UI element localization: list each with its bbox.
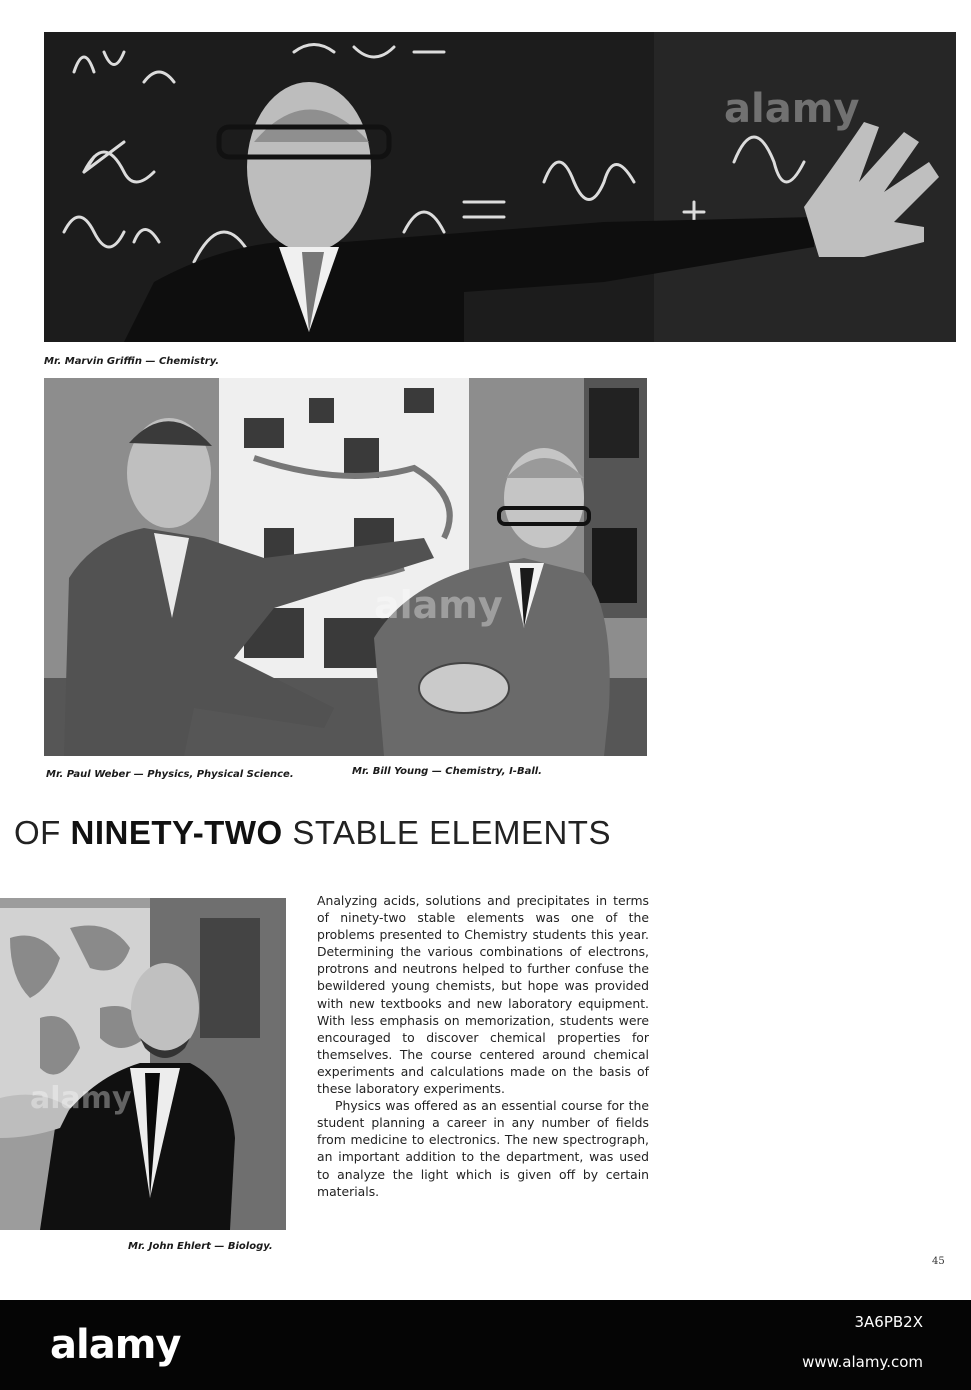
headline-suffix: STABLE ELEMENTS [292, 814, 611, 851]
article-body [317, 892, 649, 1200]
caption-griffin: Mr. Marvin Griffin — Chemistry. [44, 356, 220, 367]
caption-ehlert: Mr. John Ehlert — Biology. [128, 1241, 273, 1252]
svg-text:alamy: alamy [30, 1081, 132, 1116]
photo-marvin-griffin [44, 32, 956, 342]
svg-text:alamy: alamy [724, 86, 860, 132]
svg-text:alamy: alamy [374, 583, 503, 627]
site-url: www.alamy.com [802, 1353, 923, 1371]
photo-weber-and-young [44, 378, 647, 756]
caption-weber: Mr. Paul Weber — Physics, Physical Science. [46, 769, 294, 780]
headline-prefix: OF [14, 814, 61, 851]
alamy-logo: alamy [50, 1322, 181, 1368]
image-id: 3A6PB2X [854, 1313, 923, 1331]
section-headline [14, 814, 611, 852]
body-paragraph-2: Physics was offered as an essential course for the student planning a career in any number of fields from medicine to electronics. The new spectrograph, an important addition to the department, was used to analyze the light which is given off by certain materials. [317, 1098, 649, 1199]
headline-emphasis: NINETY-TWO [70, 814, 283, 851]
photo-john-ehlert [0, 898, 286, 1230]
page-number: 45 [932, 1256, 945, 1267]
caption-young: Mr. Bill Young — Chemistry, I-Ball. [352, 766, 542, 777]
body-paragraph-1: Analyzing acids, solutions and precipitates in terms of ninety-two stable elements was one of the problems presented to Chemistry students this year. Determining the various combinations of electrons, protrons and neutrons helped to further confuse the bewildered young chemists, but hope was provided with new textbooks and new laboratory equipment. With less emphasis on memorization, students were encouraged to discover chemical properties for themselves. The course centered around chemical experiments and calculations made on the basis of these laboratory experiments. [317, 893, 649, 1097]
